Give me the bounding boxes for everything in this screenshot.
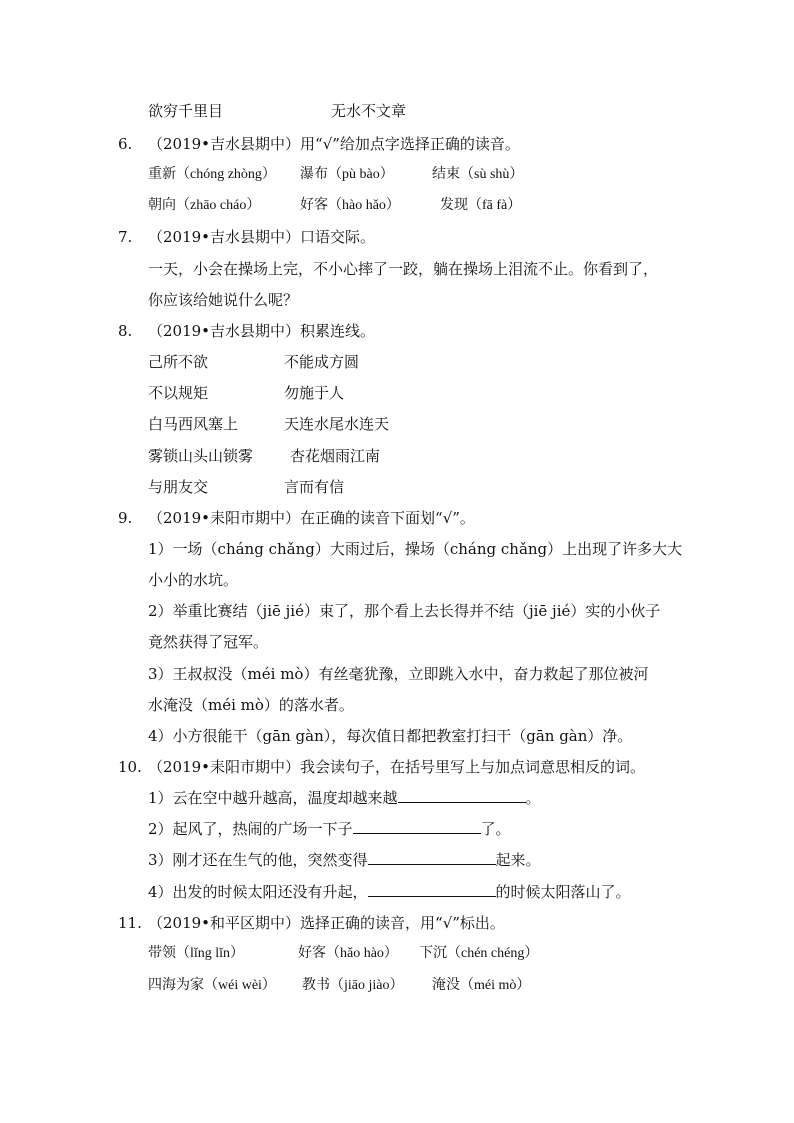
- sentence-4-text: 4）出发的时候太阳还没有升起，: [148, 883, 368, 901]
- question-11-stem: （2019•和平区期中）选择正确的读音，用“√”标出。: [148, 914, 505, 932]
- answer-blank-2[interactable]: [353, 819, 481, 834]
- q11-option: 四海为家（wéi wèi）: [148, 978, 276, 993]
- sentence-4-end: 的时候太阳落山了。: [495, 883, 631, 901]
- sentence-3-end: 起来。: [495, 851, 541, 869]
- question-10-stem: （2019•耒阳市期中）我会读句子，在括号里写上与加点词意思相反的词。: [148, 758, 646, 776]
- sentence-1-end: 。: [525, 789, 541, 807]
- sentence-2: [148, 819, 511, 839]
- question-9-line: 2）举重比赛结（jiē jié）束了，那个看上去长得并不结（jiē jié）实的小伙子: [148, 602, 661, 620]
- match-right-item: 杏花烟雨江南: [290, 447, 381, 465]
- q11-option: 淹没（méi mò）: [432, 978, 531, 993]
- q6-option: 好客（hào hǎo）: [300, 198, 400, 213]
- answer-blank-3[interactable]: [368, 850, 496, 865]
- answer-blank-4[interactable]: [368, 882, 496, 897]
- sentence-2-end: 了。: [480, 820, 511, 838]
- question-7-text: 你应该给她说什么呢？: [148, 291, 299, 309]
- question-8-stem: （2019•吉水县期中）积累连线。: [148, 322, 376, 340]
- question-9-line: 4）小方很能干（gān gàn），每次值日都把教室打扫干（gān gàn）净。: [148, 727, 633, 745]
- question-9-line: 竟然获得了冠军。: [148, 633, 269, 651]
- q6-option: 朝向（zhāo cháo）: [148, 198, 261, 213]
- match-right-item: 言而有信: [284, 478, 345, 496]
- match-left-item: 与朋友交: [148, 478, 209, 496]
- match-left-item: 不以规矩: [148, 384, 209, 402]
- match-left-item: 雾锁山头山锁雾: [148, 447, 254, 465]
- match-left-item: 己所不欲: [148, 353, 209, 371]
- question-8-number: 8.: [118, 322, 133, 340]
- question-9-number: 9.: [118, 509, 133, 527]
- q11-option: 带领（lǐng lǐn）: [148, 946, 245, 961]
- sentence-3-text: 3）刚才还在生气的他，突然变得: [148, 851, 368, 869]
- answer-blank-1[interactable]: [398, 788, 526, 803]
- question-9-line: 1）一场（cháng chǎng）大雨过后，操场（cháng chǎng）上出现了许多大大: [148, 540, 683, 558]
- question-6-number: 6.: [118, 135, 133, 153]
- question-7-text: 一天，小会在操场上完，不小心摔了一跤，躺在操场上泪流不止。你看到了，: [148, 260, 659, 278]
- sentence-1: [148, 788, 541, 808]
- match-left-item: 白马西风塞上: [148, 415, 239, 433]
- idiom-left: 欲穷千里目: [148, 102, 224, 120]
- question-6-stem: （2019•吉水县期中）用“√”给加点字选择正确的读音。: [148, 135, 520, 153]
- question-7-number: 7.: [118, 228, 133, 246]
- idiom-right: 无水不文章: [331, 102, 407, 120]
- match-right-item: 勿施于人: [284, 384, 345, 402]
- q11-option: 下沉（chén chéng）: [419, 946, 539, 961]
- question-9-line: 水淹没（méi mò）的落水者。: [148, 696, 354, 714]
- q6-option: 发现（fā fà）: [440, 198, 522, 213]
- question-11-number: 11.: [118, 914, 142, 932]
- sentence-3: [148, 850, 541, 870]
- question-10-number: 10.: [118, 758, 142, 776]
- sentence-2-text: 2）起风了，热闹的广场一下子: [148, 820, 353, 838]
- q11-option: 好客（hǎo hào）: [298, 946, 398, 961]
- q6-option: 重新（chóng zhòng）: [148, 167, 276, 182]
- sentence-1-text: 1）云在空中越升越高，温度却越来越: [148, 789, 398, 807]
- sentence-4: [148, 882, 631, 902]
- question-9-line: 小小的水坑。: [148, 571, 239, 589]
- q6-option: 结束（sù shù）: [432, 167, 524, 182]
- q11-option: 教书（jiāo jiào）: [302, 978, 404, 993]
- question-9-stem: （2019•耒阳市期中）在正确的读音下面划“√”。: [148, 509, 475, 527]
- q6-option: 瀑布（pù bào）: [300, 167, 394, 182]
- question-9-line: 3）王叔叔没（méi mò）有丝毫犹豫，立即跳入水中，奋力救起了那位被河: [148, 665, 649, 683]
- match-right-item: 不能成方圆: [284, 353, 360, 371]
- question-7-stem: （2019•吉水县期中）口语交际。: [148, 228, 376, 246]
- match-right-item: 天连水尾水连天: [284, 415, 390, 433]
